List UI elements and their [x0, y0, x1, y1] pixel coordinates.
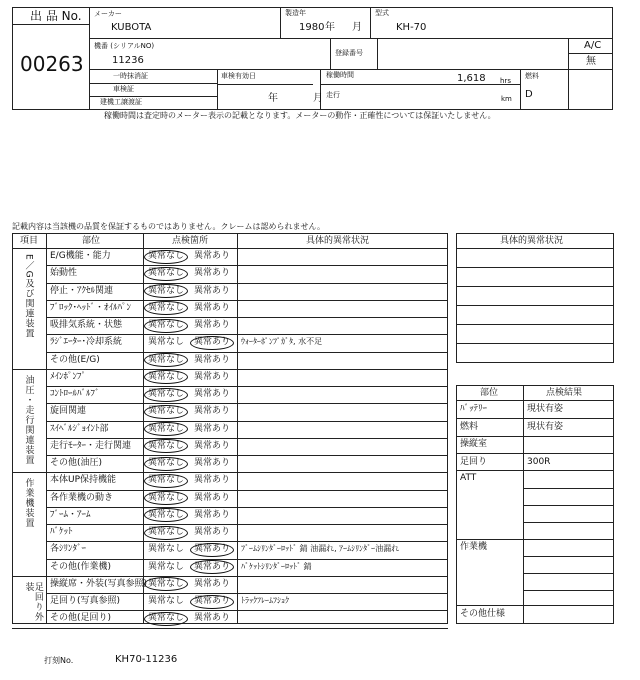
divider [456, 248, 614, 249]
section-label: 足回り外装 [23, 581, 43, 622]
status-abnormal: 異常あり [194, 406, 231, 417]
status-abnormal: 異常あり [194, 578, 231, 589]
model-value: KH-70 [396, 22, 427, 33]
row-part: その他(足回り) [50, 613, 112, 624]
results-value: 現状有姿 [527, 404, 564, 414]
row-detail: ﾊﾞｹｯﾄｼﾘﾝﾀﾞｰﾛｯﾄﾞ 錆 [241, 561, 312, 571]
divider [377, 38, 378, 69]
row-divider [46, 386, 448, 387]
row-divider [46, 283, 448, 284]
row-part: E/G機能・能力 [50, 251, 111, 261]
status-abnormal: 異常あり [194, 268, 231, 279]
divider [370, 7, 371, 38]
divider [456, 400, 614, 401]
row-part: 各ｼﾘﾝﾀﾞｰ [50, 544, 87, 555]
status-normal: 異常なし [148, 285, 185, 296]
section-label: 油圧・走行関連装置 [23, 374, 34, 465]
maker-value: KUBOTA [111, 22, 152, 33]
divider [456, 267, 614, 268]
results-value: 現状有姿 [527, 422, 564, 432]
fuel-value: D [525, 89, 533, 100]
status-abnormal: 異常あり [194, 544, 231, 555]
inspection-year-unit: 年 [268, 93, 278, 104]
selected-oval [144, 267, 188, 281]
month-unit: 月 [352, 22, 362, 33]
status-normal: 異常なし [148, 475, 185, 486]
status-normal: 異常なし [148, 509, 185, 520]
lot-number: 00263 [20, 52, 84, 76]
row-divider [46, 421, 448, 422]
row-divider [12, 369, 448, 370]
selected-oval [144, 250, 188, 264]
row-divider [12, 628, 448, 629]
status-abnormal: 異常あり [194, 423, 231, 434]
section-label: 作業機装置 [23, 478, 34, 529]
selected-oval [144, 491, 188, 505]
status-abnormal: 異常あり [194, 251, 231, 261]
vehicle-cert-label: 車検証 [113, 85, 134, 93]
status-normal: 異常なし [148, 406, 185, 417]
row-part: ﾒｲﾝﾎﾟﾝﾌﾟ [50, 371, 87, 382]
selected-oval [144, 474, 188, 488]
divider [568, 38, 569, 110]
hours-note: 稼働時間は査定時のメーター表示の記載となります。メーターの動作・正確性については保証いたしません。 [104, 111, 496, 120]
status-normal: 異常なし [148, 302, 185, 313]
selected-oval [144, 405, 188, 419]
status-abnormal: 異常あり [194, 302, 231, 313]
divider [523, 505, 614, 506]
row-divider [46, 334, 448, 335]
col-divider [46, 233, 47, 624]
row-part: ﾌﾞｰﾑ・ｱｰﾑ [50, 509, 91, 520]
selected-oval [144, 353, 188, 367]
divider [456, 436, 614, 437]
divider [89, 38, 613, 39]
divider [280, 7, 281, 38]
divider [89, 83, 217, 84]
header-divider [12, 248, 448, 249]
row-divider [46, 403, 448, 404]
divider [89, 7, 90, 110]
status-normal: 異常なし [148, 423, 185, 434]
model-label: 型式 [375, 9, 389, 17]
header-details: 具体的異常状況 [306, 236, 370, 246]
divider [456, 324, 614, 325]
section-label: E／G及び関連装置 [23, 254, 34, 339]
selected-oval [144, 422, 188, 436]
divider [89, 96, 217, 97]
selected-oval [144, 319, 188, 333]
row-divider [46, 317, 448, 318]
row-part: ﾊﾞｹｯﾄ [50, 527, 73, 537]
row-divider [46, 490, 448, 491]
disclaimer: 記載内容は当該機の品質を保証するものではありません。クレームは認められません。 [12, 222, 325, 231]
status-normal: 異常なし [148, 320, 185, 330]
row-divider [46, 524, 448, 525]
row-part: 走行ﾓｰﾀｰ・走行関連 [50, 440, 132, 451]
fuel-label: 燃料 [525, 72, 539, 80]
divider [456, 305, 614, 306]
status-abnormal: 異常あり [194, 389, 231, 399]
row-divider [46, 541, 448, 542]
divider [320, 84, 520, 85]
inspection-label: 車検有効日 [221, 72, 256, 80]
status-normal: 異常なし [148, 371, 185, 382]
row-divider [46, 300, 448, 301]
row-part: ｽｲﾍﾞﾙｼﾞｮｲﾝﾄ部 [50, 423, 109, 434]
header-check: 点検箇所 [172, 236, 209, 246]
status-normal: 異常なし [148, 578, 185, 589]
divider [12, 24, 89, 25]
results-header-part: 部位 [480, 388, 499, 398]
row-part: 始動性 [50, 268, 78, 279]
status-abnormal: 異常あり [194, 354, 231, 365]
row-detail: ﾄﾗｯｸﾌﾚｰﾑﾌｼｮｸ [241, 596, 289, 605]
results-part: ﾊﾞｯﾃﾘｰ [460, 404, 488, 414]
inspection-month-unit: 月 [313, 93, 323, 104]
status-abnormal: 異常あり [194, 458, 231, 468]
row-part: 吸排気系統・状態 [50, 320, 123, 330]
right-top-header: 具体的異常状況 [500, 236, 564, 246]
registration-label: 登録番号 [335, 49, 363, 57]
row-part: その他(作業機) [50, 561, 112, 572]
status-abnormal: 異常あり [194, 596, 231, 606]
stamp-value: KH70-11236 [115, 654, 178, 665]
row-divider [46, 559, 448, 560]
divider [456, 453, 614, 454]
col-divider [237, 233, 238, 624]
divider [89, 69, 613, 70]
maker-label: メーカー [94, 10, 122, 18]
selected-oval [190, 336, 234, 350]
divider [520, 69, 521, 110]
status-normal: 異常なし [148, 458, 185, 468]
row-part: 操縦席・外装(写真参照) [50, 578, 148, 589]
row-divider [46, 455, 448, 456]
construction-cert-label: 建機工譲渡証 [100, 98, 142, 106]
status-abnormal: 異常あり [194, 527, 231, 537]
row-divider [12, 576, 448, 577]
hours-label: 稼働時間 [326, 71, 354, 79]
status-abnormal: 異常あり [194, 371, 231, 382]
row-part: その他(E/G) [50, 354, 100, 365]
ac-label: A/C [584, 40, 602, 51]
row-divider [46, 438, 448, 439]
lot-label: 出 品 No. [30, 9, 82, 23]
row-part: 足回り(写真参照) [50, 596, 121, 606]
row-detail: ﾌﾞｰﾑｼﾘﾝﾀﾞｰﾛｯﾄﾞ 錆 油漏れ, ｱｰﾑｼﾘﾝﾀﾞｰ油漏れ [241, 544, 400, 554]
selected-oval [190, 595, 234, 609]
hours-value: 1,618 [457, 73, 486, 84]
row-divider [46, 352, 448, 353]
divider [456, 470, 614, 471]
year-label: 製造年 [285, 9, 306, 17]
results-part: 操縦室 [460, 439, 488, 449]
status-abnormal: 異常あり [194, 561, 231, 572]
status-normal: 異常なし [148, 440, 185, 451]
divider [523, 522, 614, 523]
divider [456, 539, 614, 540]
selected-oval [190, 560, 234, 574]
status-abnormal: 異常あり [194, 475, 231, 486]
status-abnormal: 異常あり [194, 509, 231, 520]
status-normal: 異常なし [148, 268, 185, 279]
status-normal: 異常なし [148, 596, 185, 606]
divider [523, 573, 614, 574]
stamp-label: 打刻No. [44, 656, 74, 665]
results-part: 足回り [460, 457, 488, 467]
results-header-result: 点検結果 [546, 388, 583, 398]
distance-label: 走行 [326, 91, 340, 99]
selected-oval [144, 284, 188, 298]
row-part: ﾗｼﾞｴｰﾀｰ･冷却系統 [50, 337, 123, 348]
divider [217, 84, 313, 85]
status-normal: 異常なし [148, 389, 185, 399]
divider [523, 590, 614, 591]
row-part: 各作業機の動き [50, 492, 114, 503]
status-normal: 異常なし [148, 354, 185, 365]
status-normal: 異常なし [148, 613, 185, 624]
row-divider [46, 265, 448, 266]
divider [456, 343, 614, 344]
selected-oval [144, 388, 188, 402]
year-unit: 年 [325, 22, 335, 33]
divider [217, 69, 218, 110]
row-part: 本体UP保持機能 [50, 475, 117, 486]
divider [523, 556, 614, 557]
row-part: その他(油圧) [50, 458, 103, 468]
row-part: 旋回関連 [50, 406, 87, 417]
status-abnormal: 異常あり [194, 320, 231, 330]
ac-value: 無 [586, 56, 596, 67]
divider [568, 53, 613, 54]
header-part: 部位 [82, 236, 101, 246]
year-value: 1980 [299, 22, 325, 33]
row-part: ｺﾝﾄﾛｰﾙﾊﾞﾙﾌﾞ [50, 389, 100, 399]
results-value: 300R [527, 457, 551, 467]
divider [523, 488, 614, 489]
status-normal: 異常なし [148, 544, 185, 555]
status-normal: 異常なし [148, 251, 185, 261]
divider [456, 286, 614, 287]
header-item: 項目 [20, 236, 39, 246]
row-divider [12, 472, 448, 473]
work-machine-label: 作業機 [460, 542, 488, 552]
status-abnormal: 異常あり [194, 613, 231, 624]
status-normal: 異常なし [148, 527, 185, 537]
status-normal: 異常なし [148, 337, 185, 348]
other-spec-label: その他仕様 [460, 609, 506, 619]
hours-unit: hrs [500, 77, 511, 85]
row-part: ﾌﾞﾛｯｸ･ﾍｯﾄﾞ・ｵｲﾙﾊﾟﾝ [50, 302, 132, 313]
selected-oval [144, 457, 188, 471]
status-abnormal: 異常あり [194, 492, 231, 503]
divider [456, 605, 614, 606]
divider [456, 418, 614, 419]
temp-permit-label: 一時抹消証 [113, 72, 148, 80]
row-detail: ｳｫｰﾀｰﾎﾟﾝﾌﾟｶﾞﾀ, 水不足 [241, 337, 323, 347]
status-abnormal: 異常あり [194, 337, 231, 348]
selected-oval [190, 543, 234, 557]
serial-value: 11236 [112, 55, 144, 66]
serial-label: 機番 (シリアルNO) [94, 42, 155, 50]
row-divider [46, 593, 448, 594]
status-normal: 異常なし [148, 492, 185, 503]
divider [330, 38, 331, 69]
row-part: 停止・ｱｸｾﾙ関連 [50, 285, 114, 296]
selected-oval [144, 612, 188, 626]
row-divider [46, 610, 448, 611]
status-abnormal: 異常あり [194, 440, 231, 451]
status-normal: 異常なし [148, 561, 185, 572]
distance-unit: km [501, 95, 512, 103]
selected-oval [144, 526, 188, 540]
status-abnormal: 異常あり [194, 285, 231, 296]
row-divider [46, 507, 448, 508]
att-label: ATT [460, 473, 477, 483]
results-part: 燃料 [460, 422, 479, 432]
